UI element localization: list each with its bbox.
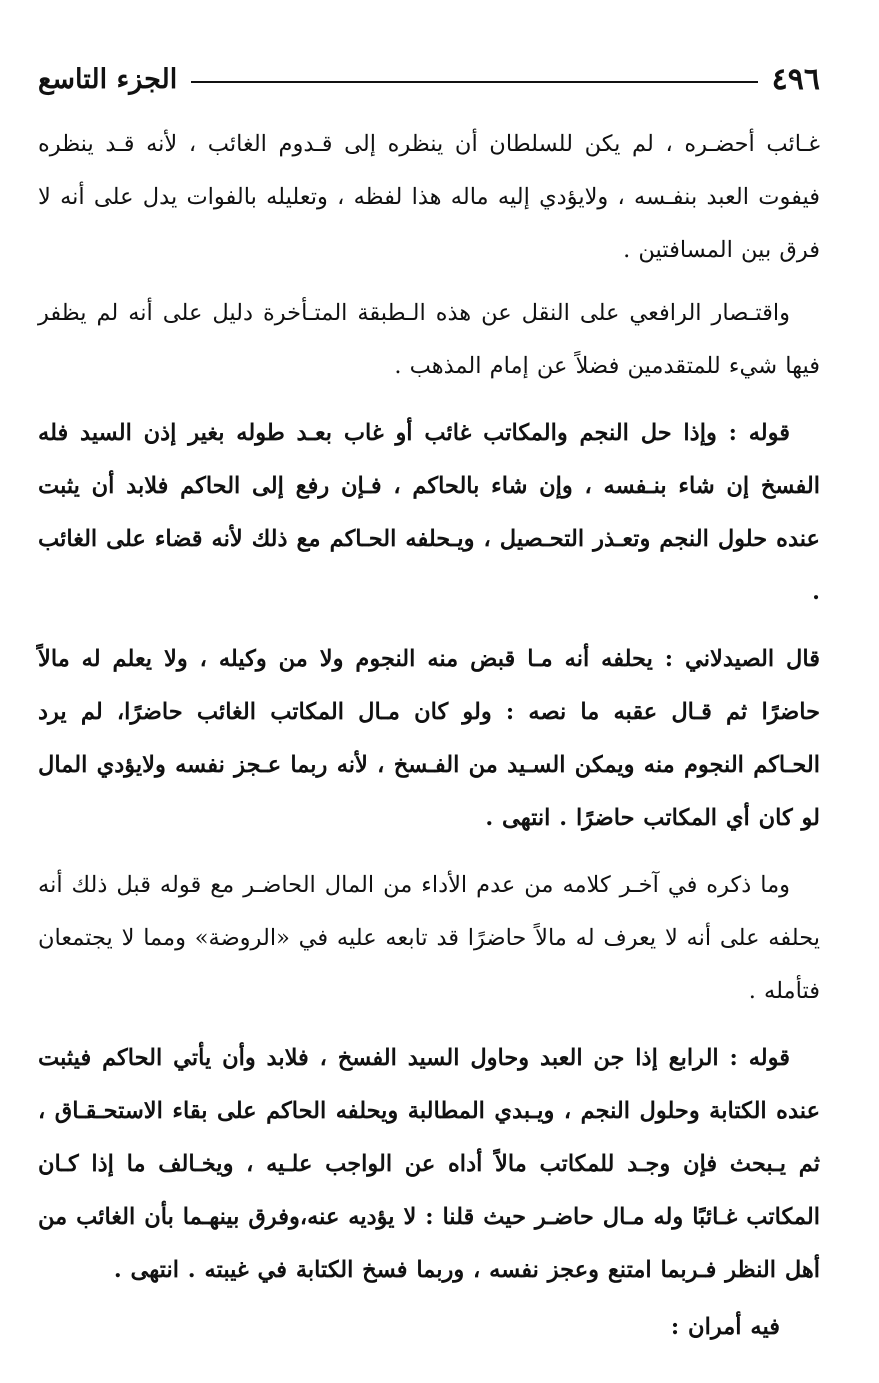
running-title: الجزء التاسع [38, 64, 178, 95]
header-rule [191, 81, 757, 83]
page-number: ٤٩٦ [771, 62, 820, 97]
paragraph-7: فيه أمران : [670, 1314, 780, 1340]
paragraph-5: وما ذكره في آخـر كلامه من عدم الأداء من المال الحاضـر مع قوله قبل ذلك أنه يحلفه على أنه لا يعرف له مالاً حاضرًا قد تابعه عليه في «الروضة» ومما لا يجتمعان فتأمله . [38, 872, 820, 1004]
paragraph-3: قوله : وإذا حل النجم والمكاتب غائب أو غاب بعـد طوله بغير إذن السيد فله الفسخ إن شاء بنـفسه ، وإن شاء بالحاكم ، فـإن رفع إلى الحاكم فلابد أن يثبت عنده حلول النجم وتعـذر التحـصيل ، ويـحلفه الحـاكم مع ذلك لأنه قضاء على الغائب . [38, 420, 820, 605]
paragraph-1: غـائب أحضـره ، لم يكن للسلطان أن ينظره إلى قـدوم الغائب ، لأنه قـد ينظره فيفوت العبد بنفـسه ، ولايؤدي إليه ماله هذا لفظه ، وتعليله بالفوات يدل على أنه لا فرق بين المسافتين . [38, 131, 820, 263]
paragraph-6: قوله : الرابع إذا جن العبد وحاول السيد الفسخ ، فلابد وأن يأتي الحاكم فيثبت عنده الكتابة وحلول النجم ، ويـبدي المطالبة ويحلفه الحاكم على بقاء الاستحـقـاق ، ثم يـبحث فإن وجـد للمكاتب مالاً أداه عن الواجب علـيه ، ويخـالف ما إذا كـان المكاتب غـائبًا وله مـال حاضـر حيث قلنا : لا يؤديه عنه،وفرق بينهـما بأن الغائب من أهل النظر فـربما امتنع وعجز نفسه ، وربما فسخ الكتابة في غيبته . انتهى . [38, 1045, 820, 1283]
paragraph-2: واقتـصار الرافعي على النقل عن هذه الـطبقة المتـأخرة دليل على أنه لم يظفر فيها شيء للمتقدمين فضلاً عن إمام المذهب . [38, 300, 820, 379]
page-header [38, 60, 820, 100]
paragraph-4: قال الصيدلاني : يحلفه أنه مـا قبض منه النجوم ولا من وكيله ، ولا يعلم له مالاً حاضرًا ثم قـال عقبه ما نصه : ولو كان مـال المكاتب الغائب حاضرًا، لم يرد الحـاكم النجوم منه ويمكن السـيد من الفـسخ ، لأنه ربما عـجز نفسه ولايؤدي المال لو كان أي المكاتب حاضرًا . انتهى . [38, 646, 820, 831]
body-text [38, 118, 820, 1354]
